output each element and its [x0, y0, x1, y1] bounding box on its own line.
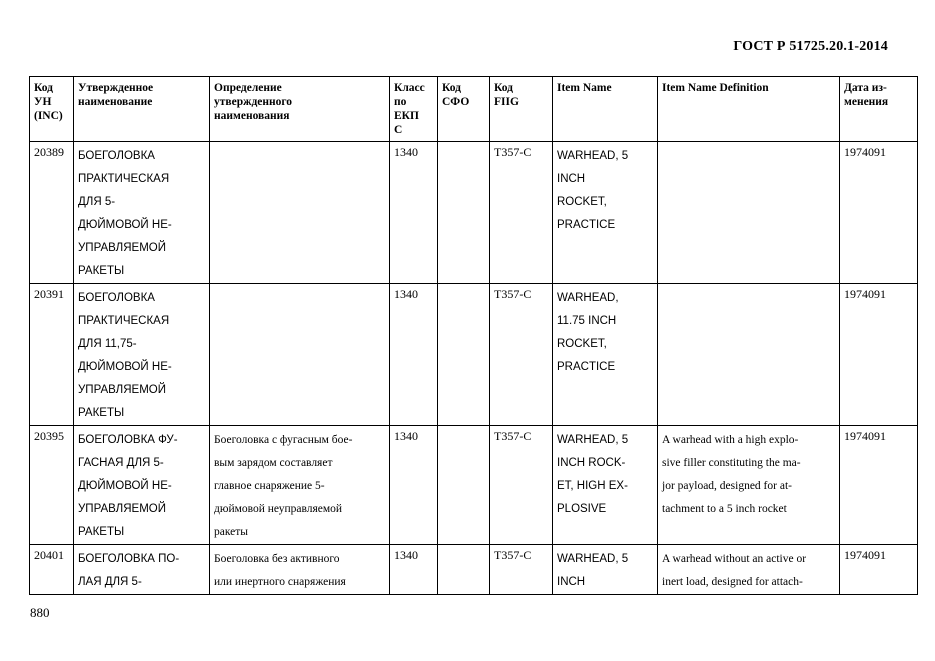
table-row	[30, 545, 918, 595]
definition-cell	[210, 284, 390, 426]
inc-cell: 20401	[30, 545, 74, 595]
column-header: Дата из- менения	[840, 77, 918, 142]
class-cell: 1340	[390, 426, 438, 545]
item-definition-cell	[658, 284, 840, 426]
fiig-cell: T357-C	[490, 284, 553, 426]
nomenclature-table	[29, 76, 918, 595]
date-cell: 1974091	[840, 426, 918, 545]
approved-name-cell: БОЕГОЛОВКА ПРАКТИЧЕСКАЯ ДЛЯ 11,75- ДЮЙМОВОЙ НЕ- УПРАВЛЯЕМОЙ РАКЕТЫ	[74, 284, 210, 426]
item-name-cell: WARHEAD, 11.75 INCH ROCKET, PRACTICE	[553, 284, 658, 426]
column-header: Item Name	[553, 77, 658, 142]
inc-cell: 20395	[30, 426, 74, 545]
table-row	[30, 426, 918, 545]
inc-cell: 20391	[30, 284, 74, 426]
definition-cell: Боеголовка без активного или инертного снаряжения	[210, 545, 390, 595]
inc-cell: 20389	[30, 142, 74, 284]
column-header: Код FIIG	[490, 77, 553, 142]
date-cell: 1974091	[840, 142, 918, 284]
fiig-cell: T357-C	[490, 142, 553, 284]
column-header: Класс по ЕКП С	[390, 77, 438, 142]
class-cell: 1340	[390, 142, 438, 284]
item-definition-cell: A warhead without an active or inert load, designed for attach-	[658, 545, 840, 595]
approved-name-cell: БОЕГОЛОВКА ПРАКТИЧЕСКАЯ ДЛЯ 5- ДЮЙМОВОЙ НЕ- УПРАВЛЯЕМОЙ РАКЕТЫ	[74, 142, 210, 284]
sfo-cell	[438, 426, 490, 545]
table-row	[30, 284, 918, 426]
definition-cell: Боеголовка с фугасным бое- вым зарядом составляет главное снаряжение 5- дюймовой неуправляемой ракеты	[210, 426, 390, 545]
column-header: Код СФО	[438, 77, 490, 142]
class-cell: 1340	[390, 284, 438, 426]
date-cell: 1974091	[840, 545, 918, 595]
class-cell: 1340	[390, 545, 438, 595]
fiig-cell: T357-C	[490, 426, 553, 545]
definition-cell	[210, 142, 390, 284]
item-name-cell: WARHEAD, 5 INCH	[553, 545, 658, 595]
table-header-row	[30, 77, 918, 142]
page-number: 880	[30, 605, 50, 620]
sfo-cell	[438, 142, 490, 284]
approved-name-cell: БОЕГОЛОВКА ПО- ЛАЯ ДЛЯ 5-	[74, 545, 210, 595]
item-definition-cell: A warhead with a high explo- sive filler constituting the ma- jor payload, designed for at- tachment to a 5 inch rocket	[658, 426, 840, 545]
item-definition-cell	[658, 142, 840, 284]
sfo-cell	[438, 284, 490, 426]
fiig-cell: T357-C	[490, 545, 553, 595]
item-name-cell: WARHEAD, 5 INCH ROCKET, PRACTICE	[553, 142, 658, 284]
sfo-cell	[438, 545, 490, 595]
column-header: Определение утвержденного наименования	[210, 77, 390, 142]
approved-name-cell: БОЕГОЛОВКА ФУ- ГАСНАЯ ДЛЯ 5- ДЮЙМОВОЙ НЕ- УПРАВЛЯЕМОЙ РАКЕТЫ	[74, 426, 210, 545]
date-cell: 1974091	[840, 284, 918, 426]
table-row	[30, 142, 918, 284]
column-header: Утвержденное наименование	[74, 77, 210, 142]
column-header: Item Name Definition	[658, 77, 840, 142]
standard-header: ГОСТ Р 51725.20.1-2014	[733, 39, 888, 54]
item-name-cell: WARHEAD, 5 INCH ROCK- ET, HIGH EX- PLOSIVE	[553, 426, 658, 545]
column-header: Код УН (INC)	[30, 77, 74, 142]
